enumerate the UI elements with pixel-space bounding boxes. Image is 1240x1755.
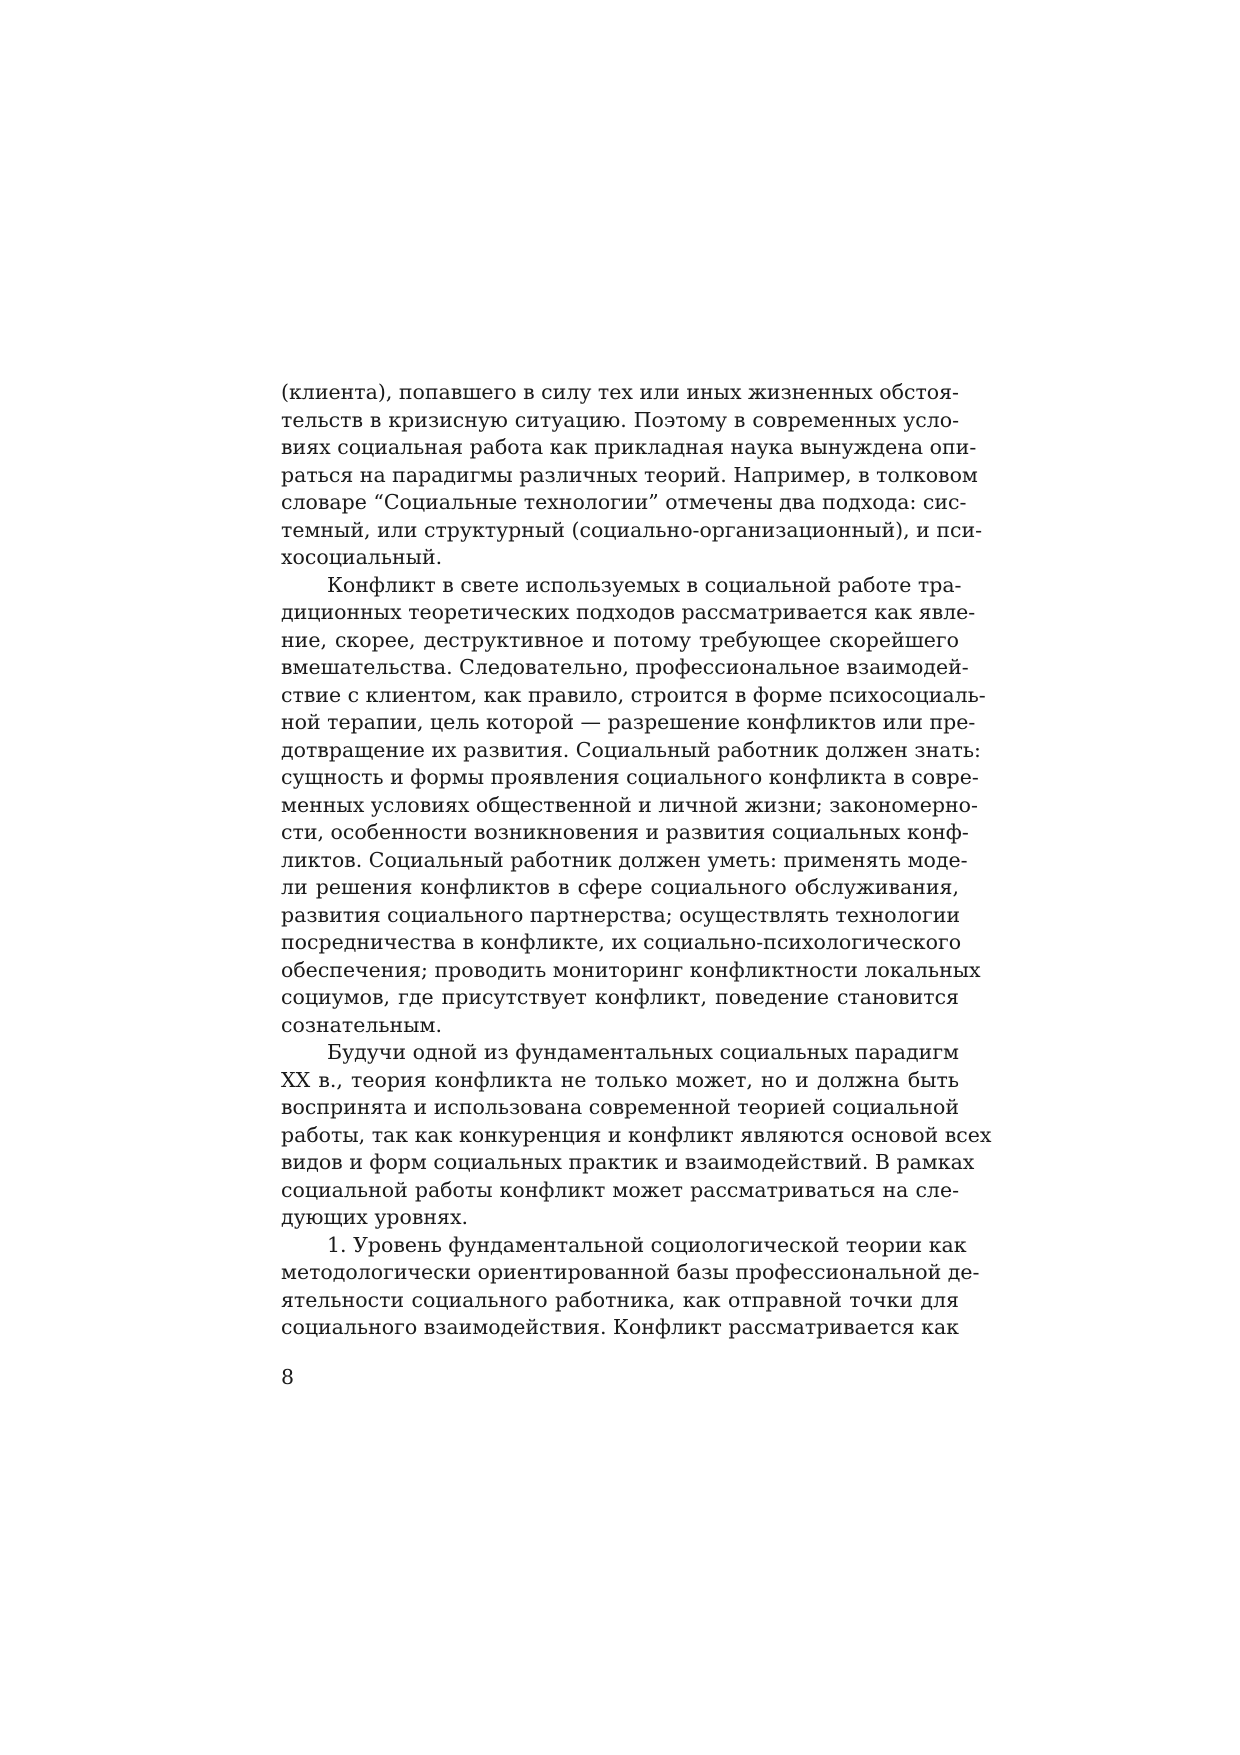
text-line: социумов, где присутствует конфликт, поведение становится bbox=[281, 985, 959, 1009]
text-line: Конфликт в свете используемых в социальной работе тра- bbox=[327, 572, 962, 597]
text-line: XX в., теория конфликта не только может, но и должна быть bbox=[281, 1067, 959, 1092]
text-line: ствие с клиентом, как правило, строится в форме психосоциаль- bbox=[281, 682, 986, 707]
text-line: тельств в кризисную ситуацию. Поэтому в современных усло- bbox=[281, 407, 959, 432]
text-line: 1. Уровень фундаментальной социологической теории как bbox=[327, 1232, 967, 1257]
text-line: социального взаимодействия. Конфликт рассматривается как bbox=[281, 1315, 959, 1339]
text-line: методологически ориентированной базы профессиональной де- bbox=[281, 1260, 980, 1284]
text-line: дующих уровнях. bbox=[281, 1205, 469, 1229]
text-line: ликтов. Социальный работник должен уметь: применять моде- bbox=[281, 847, 968, 872]
text-line: вмешательства. Следовательно, профессиональное взаимодей- bbox=[281, 655, 969, 679]
paragraph-2 bbox=[281, 572, 986, 1040]
paragraph-1 bbox=[281, 379, 983, 572]
text-line: менных условиях общественной и личной жизни; закономерно- bbox=[281, 792, 978, 817]
text-line: сознательным. bbox=[281, 1012, 442, 1037]
text-line: дотвращение их развития. Социальный работник должен знать: bbox=[281, 737, 981, 762]
text-line: виях социальная работа как прикладная наука вынуждена опи- bbox=[281, 435, 977, 459]
text-line: ной терапии, цель которой — разрешение конфликтов или пре- bbox=[281, 710, 976, 734]
text-line: Будучи одной из фундаментальных социальных парадигм bbox=[327, 1040, 959, 1064]
paragraph-3 bbox=[281, 1039, 992, 1232]
text-line: обеспечения; проводить мониторинг конфликтности локальных bbox=[281, 957, 981, 982]
paragraph-4 bbox=[281, 1232, 980, 1342]
text-line: ятельности социального работника, как отправной точки для bbox=[281, 1287, 959, 1312]
body-text bbox=[281, 379, 992, 1342]
text-line: посредничества в конфликте, их социально-психологического bbox=[281, 930, 962, 954]
text-line: (клиента), попавшего в силу тех или иных жизненных обстоя- bbox=[281, 380, 959, 404]
text-line: хосоциальный. bbox=[281, 545, 443, 569]
text-line: видов и форм социальных практик и взаимодействий. В рамках bbox=[281, 1150, 975, 1174]
page-number: 8 bbox=[281, 1365, 295, 1389]
text-line: раться на парадигмы различных теорий. Например, в толковом bbox=[281, 462, 978, 487]
text-line: сущность и формы проявления социального конфликта в совре- bbox=[281, 765, 979, 789]
text-line: социальной работы конфликт может рассматриваться на сле- bbox=[281, 1177, 959, 1202]
text-line: сти, особенности возникновения и развития социальных конф- bbox=[281, 820, 969, 844]
text-line: ли решения конфликтов в сфере социального обслуживания, bbox=[281, 875, 959, 899]
text-line: работы, так как конкуренция и конфликт являются основой всех bbox=[281, 1122, 992, 1147]
text-line: развития социального партнерства; осуществлять технологии bbox=[281, 902, 961, 927]
text-line: диционных теоретических подходов рассматривается как явле- bbox=[281, 600, 976, 624]
text-line: ние, скорее, деструктивное и потому требующее скорейшего bbox=[281, 627, 959, 652]
text-line: темный, или структурный (социально-организационный), и пси- bbox=[281, 517, 983, 542]
text-line: воспринята и использована современной теорией социальной bbox=[281, 1095, 959, 1119]
text-line: словаре “Социальные технологии” отмечены два подхода: сис- bbox=[281, 490, 967, 514]
